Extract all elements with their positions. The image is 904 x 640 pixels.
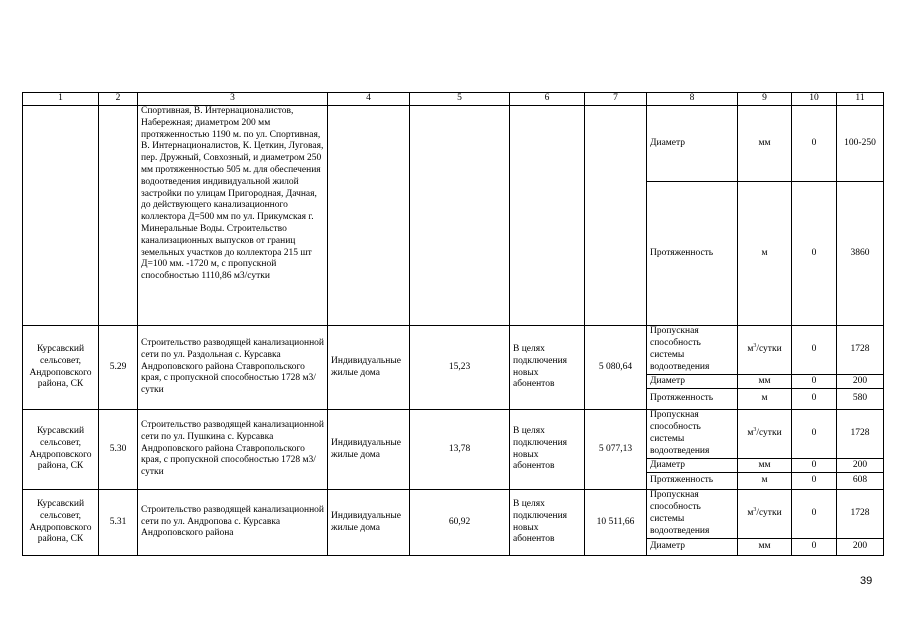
parameter-before: 0 [792,410,837,459]
column-number: 9 [738,93,792,106]
parameter-name: Диаметр [647,106,738,182]
area-cell [410,106,510,326]
parameter-unit [738,326,792,375]
unit-base: м [747,428,754,439]
parameter-after: 200 [837,375,884,389]
parameter-name: Протяженность [647,389,738,410]
parameter-unit [738,375,792,389]
description-cell: Строительство разводящей канализационной сети по ул. Раздольная с. Курсавка Андроповского района Ставропольского края, с пропускной способностью 1728 м3/сутки [138,326,328,410]
parameter-name: Диаметр [647,459,738,473]
parameter-before: 0 [792,490,837,539]
object-cell: Индивидуальные жилые дома [328,490,410,556]
parameter-before: 0 [792,182,837,326]
parameter-after: 608 [837,473,884,490]
number-cell [99,106,138,326]
parameter-before: 0 [792,106,837,182]
parameter-name: Протяженность [647,473,738,490]
parameter-after: 200 [837,459,884,473]
parameter-unit [738,410,792,459]
parameter-name: Пропускная способность системы водоотведения [647,410,738,459]
parameter-name: Диаметр [647,539,738,556]
unit-base: мм [758,459,771,470]
parameter-unit: мм [738,106,792,182]
description-cell: Строительство разводящей канализационной сети по ул. Пушкина с. Курсавка Андроповского района Ставропольского края, с пропускной способностью 1728 м3/сутки [138,410,328,490]
parameter-unit [738,539,792,556]
area-cell: 13,78 [410,410,510,490]
purpose-cell: В целях подключения новых абонентов [510,326,585,410]
parameter-after: 1728 [837,410,884,459]
column-number: 8 [647,93,738,106]
object-cell [328,106,410,326]
purpose-cell: В целях подключения новых абонентов [510,490,585,556]
column-number: 5 [410,93,510,106]
object-cell: Индивидуальные жилые дома [328,410,410,490]
parameter-before: 0 [792,459,837,473]
column-number: 6 [510,93,585,106]
parameter-after: 200 [837,539,884,556]
parameter-after: 1728 [837,326,884,375]
number-cell: 5.31 [99,490,138,556]
table-row [23,410,884,459]
description-cell: Строительство разводящей канализационной сети по ул. Андропова с. Курсавка Андроповского района [138,490,328,556]
parameter-unit [738,473,792,490]
location-cell: Курсавский сельсовет, Андроповского района, СК [23,326,99,410]
column-number: 3 [138,93,328,106]
purpose-cell: В целях подключения новых абонентов [510,410,585,490]
unit-suffix: /сутки [756,428,782,439]
unit-superscript: 3 [753,426,757,433]
area-cell: 15,23 [410,326,510,410]
parameter-name: Протяженность [647,182,738,326]
column-number-row [23,93,884,106]
location-cell [23,106,99,326]
cost-cell: 10 511,66 [585,490,647,556]
parameter-before: 0 [792,389,837,410]
number-cell: 5.29 [99,326,138,410]
parameter-before: 0 [792,539,837,556]
cost-cell: 5 080,64 [585,326,647,410]
parameter-name: Пропускная способность системы водоотведения [647,326,738,375]
area-cell: 60,92 [410,490,510,556]
location-cell: Курсавский сельсовет, Андроповского района, СК [23,410,99,490]
column-number: 2 [99,93,138,106]
page-number: 39 [860,575,873,587]
column-number: 11 [837,93,884,106]
table-row [23,106,884,182]
column-number: 7 [585,93,647,106]
unit-base: м [761,393,768,404]
parameter-unit [738,459,792,473]
unit-base: м [761,475,768,486]
parameter-unit [738,389,792,410]
parameter-before: 0 [792,326,837,375]
column-number: 1 [23,93,99,106]
purpose-cell [510,106,585,326]
column-number: 4 [328,93,410,106]
table-row [23,490,884,539]
object-cell: Индивидуальные жилые дома [328,326,410,410]
projects-table [22,92,884,556]
parameter-unit: м [738,182,792,326]
parameter-unit [738,490,792,539]
cost-cell: 5 077,13 [585,410,647,490]
parameter-name: Пропускная способность системы водоотведения [647,490,738,539]
unit-base: м [747,344,754,355]
column-number: 10 [792,93,837,106]
unit-superscript: 3 [753,342,757,349]
parameter-name: Диаметр [647,375,738,389]
cost-cell [585,106,647,326]
description-cell: Спортивная, В. Интернационалистов, Набережная; диаметром 200 мм протяженностью 1190 м. по ул. Спортивная, В. Интернационалистов, К. Цеткин, Луговая, пер. Дружный, Совхозный, и диаметром 250 мм протяженностью 505 м. для обеспечения водоотведения индивидуальной жилой застройки по улицам Пригородная, Дачная, до действующего канализационного коллектора Д=500 мм по ул. Прикумская г. Минеральные Воды. Строительство канализационных выпусков от границ земельных участков до коллектора 215 шт Д=100 мм. -1720 м, с пропускной способностью 1110,86 м3/сутки [138,106,328,326]
unit-base: мм [758,541,771,552]
parameter-before: 0 [792,375,837,389]
parameter-after: 580 [837,389,884,410]
unit-base: мм [758,375,771,386]
unit-suffix: /сутки [756,344,782,355]
parameter-before: 0 [792,473,837,490]
parameter-after: 3860 [837,182,884,326]
unit-suffix: /сутки [756,508,782,519]
unit-superscript: 3 [753,506,757,513]
location-cell: Курсавский сельсовет, Андроповского района, СК [23,490,99,556]
table-row [23,326,884,375]
parameter-after: 1728 [837,490,884,539]
unit-base: м [747,508,754,519]
parameter-after: 100-250 [837,106,884,182]
number-cell: 5.30 [99,410,138,490]
